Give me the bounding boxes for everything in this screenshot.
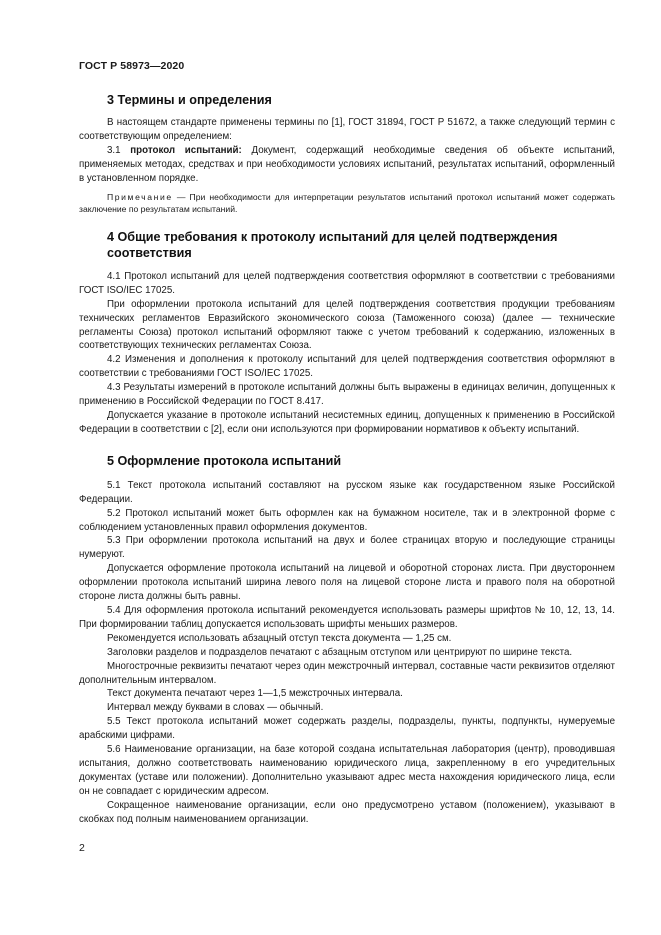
paragraph: 5.1 Текст протокола испытаний составляют на русском языке как государственном языке Российской Федерации.	[79, 479, 615, 505]
paragraph: 4.2 Изменения и дополнения к протоколу испытаний для целей подтверждения соответствия оформляют в соответствии с требованиями ГОСТ ISO/IEC 17025.	[79, 354, 615, 380]
note-text: — При необходимости для интерпретации результатов испытаний протокол испытаний может содержать заключение по результатам испытаний.	[79, 191, 615, 214]
paragraph: 5.4 Для оформления протокола испытаний рекомендуется использовать размеры шрифтов № 10, 12, 13, 14. При формировании таблиц допускается использовать шрифты меньших размеров.	[79, 604, 615, 630]
paragraph: При оформлении протокола испытаний для целей подтверждения соответствия продукции требованиям технических регламентов Евразийского экономического союза (Таможенного союза) (далее — технические регламенты Союза) протокол испытаний оформляют также с учетом требований к содержанию, изложенных в соответствующих технических регламентах Союза.	[79, 298, 615, 352]
term-number: 3.1	[107, 144, 121, 156]
paragraph: Рекомендуется использовать абзацный отступ текста документа — 1,25 см.	[107, 632, 452, 644]
note	[79, 191, 615, 215]
section-4-title: 4 Общие требования к протоколу испытаний для целей подтверждения соответствия	[107, 229, 558, 260]
section-3-title: 3 Термины и определения	[107, 93, 272, 107]
paragraph: Заголовки разделов и подразделов печатают с абзацным отступом или центрируют по ширине текста.	[107, 646, 573, 658]
paragraph: 4.3 Результаты измерений в протоколе испытаний должны быть выражены в единицах величин, допущенных к применению в Российской Федерации по ГОСТ 8.417.	[79, 382, 615, 408]
page-number: 2	[79, 842, 85, 854]
page-content	[79, 92, 615, 826]
paragraph: Допускается оформление протокола испытаний на лицевой и оборотной сторонах листа. При двустороннем оформлении протокола испытаний ширина левого поля на лицевой стороне листа и правого поля на оборотной стороне листа должны быть равны.	[79, 563, 615, 603]
paragraph: 4.1 Протокол испытаний для целей подтверждения соответствия оформляют в соответствии с требованиями ГОСТ ISO/IEC 17025.	[79, 270, 615, 296]
term-definition-text: Документ, содержащий необходимые сведения об объекте испытаний, применяемых методах, средствах и при необходимости условиях испытаний, результатах испытаний, оформленный в установленном порядке.	[79, 144, 616, 184]
term-definition	[79, 144, 615, 186]
paragraph: Сокращенное наименование организации, если оно предусмотрено уставом (положением), указывают в скобках под полным наименованием организации.	[79, 799, 615, 825]
paragraph: 5.2 Протокол испытаний может быть оформлен как на бумажном носителе, так и в электронной форме с соблюдением установленных правил оформления документов.	[79, 507, 615, 533]
paragraph: 5.3 При оформлении протокола испытаний на двух и более страницах вторую и последующие страницы нумеруют.	[79, 535, 615, 561]
standard-code: ГОСТ Р 58973—2020	[79, 60, 185, 72]
note-label: Примечание	[107, 191, 173, 202]
paragraph: Интервал между буквами в словах — обычный.	[107, 702, 324, 714]
paragraph: Допускается указание в протоколе испытаний несистемных единиц, допущенных к применению в Российской Федерации в соответствии с [2], если они используются при формировании нормативов к объекту испытаний.	[79, 410, 615, 435]
term-name: протокол испытаний:	[130, 144, 242, 156]
paragraph: Многострочные реквизиты печатают через один межстрочный интервал, составные части реквизитов отделяют дополнительным интервалом.	[79, 660, 615, 686]
paragraph: 5.6 Наименование организации, на базе которой создана испытательная лаборатория (центр), проводившая испытания, должно соответствовать наименованию юридического лица, закрепленному в его учредительных документах (уставе или положении). Дополнительно указывают адрес места нахождения юридического лица, если он не совпадает с юридическим адресом.	[79, 744, 615, 797]
section-3-intro: В настоящем стандарте применены термины по [1], ГОСТ 31894, ГОСТ Р 51672, а также следующий термин с соответствующим определением:	[79, 117, 615, 142]
section-5-title: 5 Оформление протокола испытаний	[107, 453, 342, 468]
paragraph: Текст документа печатают через 1—1,5 межстрочных интервала.	[107, 688, 403, 700]
paragraph: 5.5 Текст протокола испытаний может содержать разделы, подразделы, пункты, подпункты, нумеруемые арабскими цифрами.	[79, 716, 615, 742]
